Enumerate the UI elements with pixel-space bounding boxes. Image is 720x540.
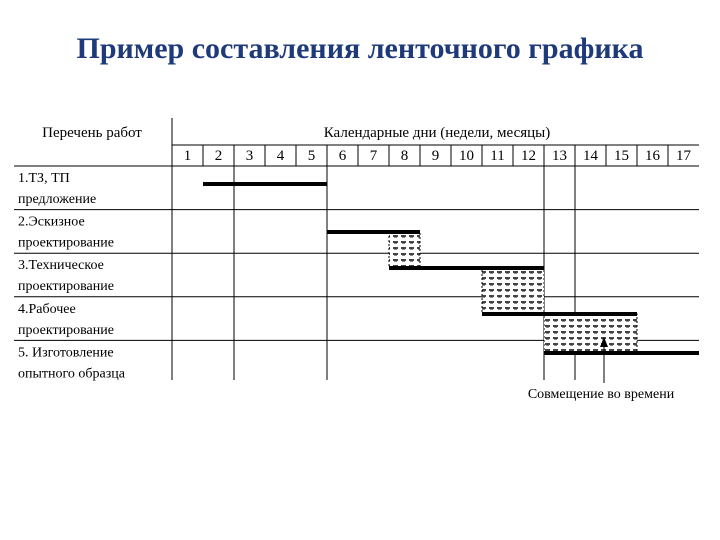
task-label: проектирование [18,322,114,338]
day-label: 4 [276,148,285,164]
task-label: 5. Изготовление [18,345,114,361]
task-label: опытного образца [18,366,125,382]
task-labels [18,171,126,381]
overlap-block [482,268,544,314]
day-label: 8 [400,148,409,164]
day-label: 6 [338,148,347,164]
task-label: предложение [18,192,97,207]
day-label: 1 [183,148,192,164]
day-label: 10 [459,148,474,164]
day-label: 17 [676,148,691,164]
task-label: проектирование [18,235,114,251]
slide-title: Пример составления ленточного графика [76,32,644,65]
day-label: 7 [369,148,378,164]
day-label: 5 [307,148,316,164]
day-label: 14 [583,148,598,164]
task-label: 4.Рабочее [18,301,76,317]
day-label: 16 [645,148,660,164]
day-label: 15 [614,148,629,164]
day-labels [184,148,692,164]
work-list-header: Перечень работ [42,125,142,141]
day-label: 9 [431,148,440,164]
day-label: 2 [214,148,223,164]
day-label: 12 [521,148,536,164]
task-label: 2.Эскизное [18,214,85,230]
calendar-header: Календарные дни (недели, месяцы) [323,125,551,141]
day-label: 13 [552,148,567,164]
day-label: 11 [490,148,505,164]
overlap-block [389,232,420,268]
overlap-blocks [389,232,637,353]
day-label: 3 [245,148,254,164]
overlap-annotation: Совмещение во времени [527,387,675,402]
overlap-block [544,314,637,353]
task-label: 1.ТЗ, ТП [18,171,70,186]
task-label: 3.Техническое [18,258,104,274]
task-label: проектирование [18,279,114,295]
